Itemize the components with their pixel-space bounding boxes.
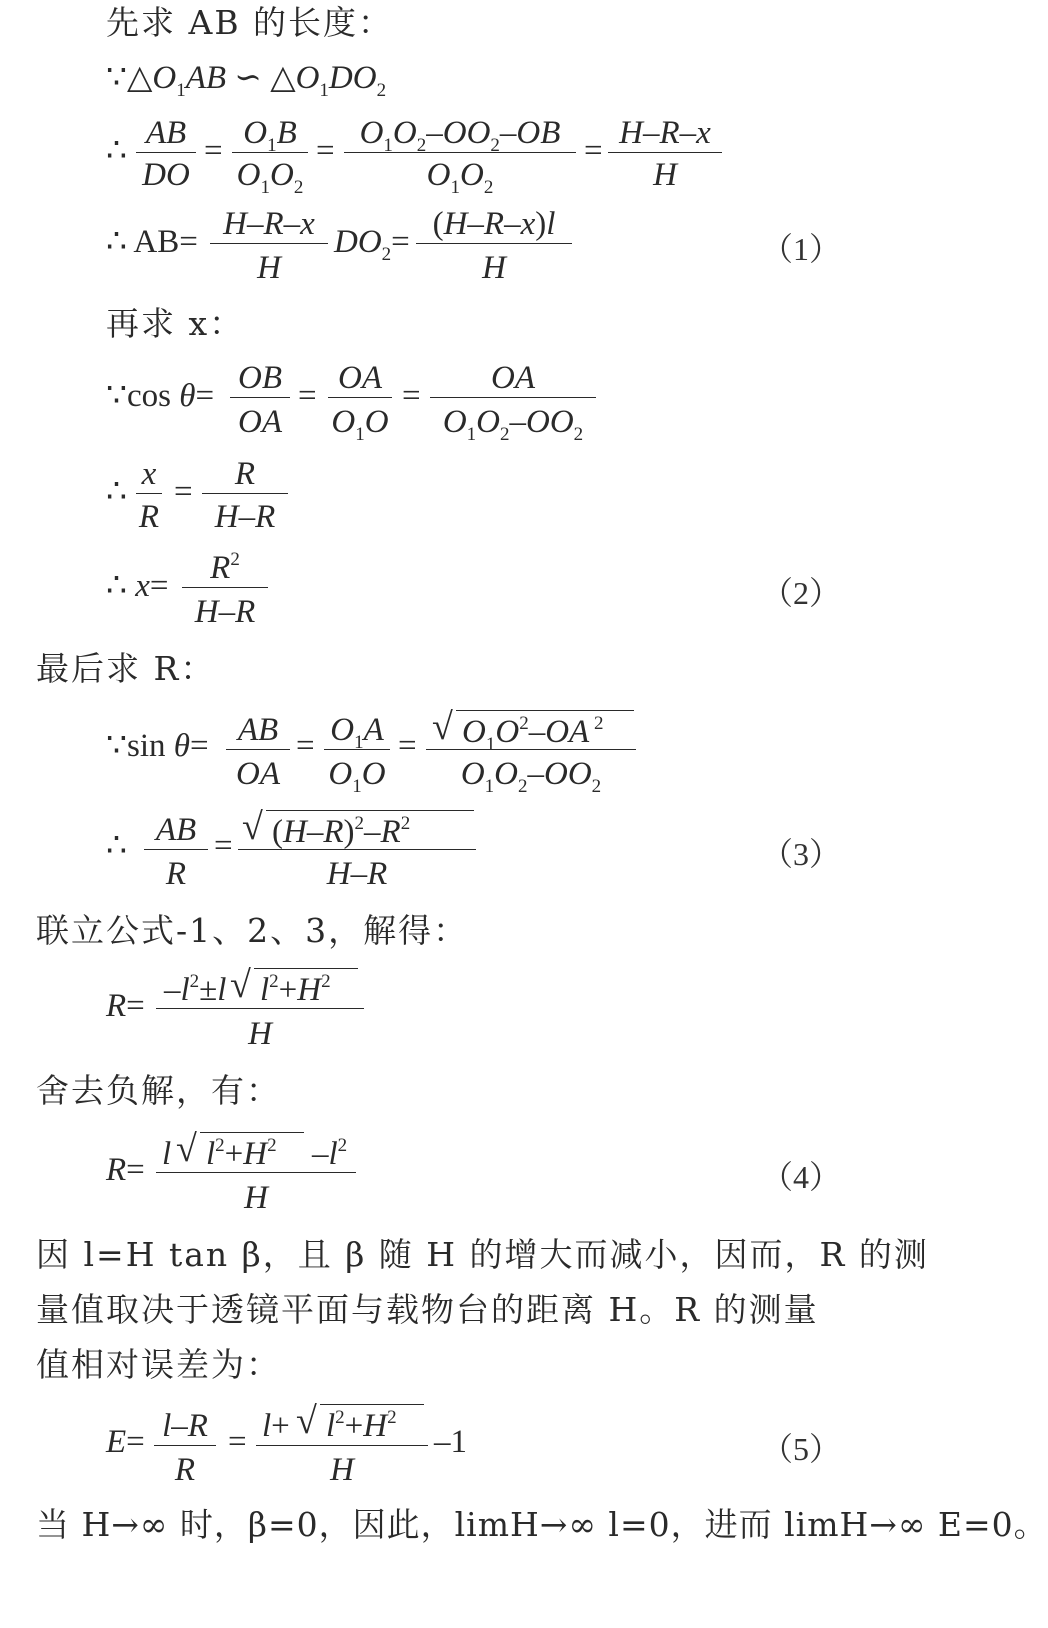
paragraph-line-2: 量值取决于透镜平面与载物台的距离 H。R 的测量 <box>36 1290 819 1329</box>
final-conclusion: 当 H→∞ 时，β=0，因此，limH→∞ l=0，进而 limH→∞ E=0。 <box>36 1505 1048 1544</box>
intro-ab-heading: 先求 AB 的长度： <box>106 3 394 42</box>
discard-statement: 舍去负解，有： <box>36 1071 281 1110</box>
combine-statement: 联立公式-1、2、3，解得： <box>36 911 469 950</box>
equation-number-4: （4） <box>760 1159 841 1195</box>
equation-number-5: （5） <box>760 1431 841 1467</box>
similar-triangles-statement: $\because\triangle O_1AB$ ∽ $\triangle O_1DO_2$ <box>106 60 387 101</box>
paragraph-line-1: 因 l=H tan β，且 β 随 H 的增大而减小，因而，R 的测 <box>36 1235 929 1274</box>
equation-number-2: （2） <box>760 575 841 611</box>
intro-R-heading: 最后求 R： <box>36 649 216 688</box>
equation-number-3: （3） <box>760 836 841 872</box>
intro-x-heading: 再求 x： <box>106 304 245 343</box>
equation-number-1: （1） <box>760 231 841 267</box>
paragraph-line-3: 值相对误差为： <box>36 1345 281 1384</box>
